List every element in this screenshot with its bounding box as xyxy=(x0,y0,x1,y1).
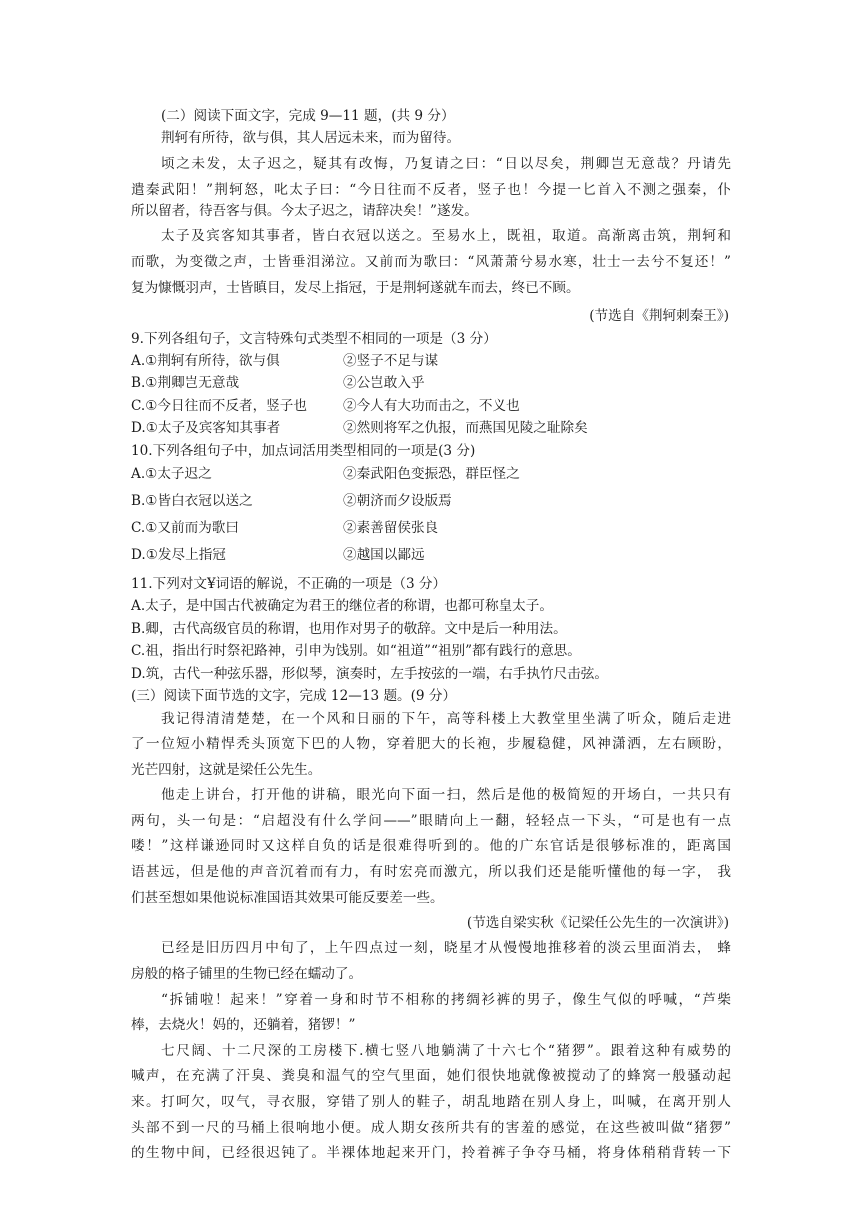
passage-line: 他走上讲台，打开他的讲稿，眼光向下面一扫，然后是他的极简短的开场白，一共只有 xyxy=(161,787,731,803)
passage-line: 太子及宾客知其事者，皆白衣冠以送之。至易水上，既祖，取道。高渐离击筑，荆轲和 xyxy=(161,228,731,244)
question-11-option-a: A.太子，是中国古代被确定为君王的继位者的称谓，也都可称皇太子。 xyxy=(131,598,553,614)
question-11-option-c: C.祖，指出行时祭祀路神，引申为饯别。如“祖道”“祖别”都有践行的意思。 xyxy=(131,643,581,659)
passage-line: 喊声，在充满了汗臭、粪臭和温气的空气里面，她们很快地就像被搅动了的蜂窝一般骚动起 xyxy=(131,1068,731,1084)
passage-line: 已经是旧历四月中旬了，上午四点过一刻，晓星才从慢慢地推移着的淡云里面消去， 蜂 xyxy=(161,940,731,956)
section3-heading: (三）阅读下面节选的文字，完成 12—13 题。(9 分） xyxy=(131,688,457,704)
passage-line: 棒，去烧火！妈的，还躺着，猪锣！” xyxy=(131,1017,356,1033)
passage-line: 们甚至想如果他说标准国语其效果可能反要差一些。 xyxy=(131,890,444,906)
passage-line: 七尺阔、十二尺深的工房楼下.横七竖八地躺满了十六七个“猪猡”。跟着这种有威势的 xyxy=(161,1043,731,1059)
question-9-option-d: D.①太子及宾客知其事者 ②然则将军之仇报，而燕国见陵之耻除矣 xyxy=(131,420,588,436)
passage-line: 了一位短小精悍秃头顶宽下巴的人物，穿着肥大的长袍，步履稳健，风神潇洒，左右顾盼， xyxy=(131,736,731,752)
passage-line: 语甚远，但是他的声音沉着而有力，有时宏亮而激亢，所以我们还是能听懂他的每一字， 我 xyxy=(131,864,731,880)
question-10-option-a: A.①太子迟之 ②秦武阳色变振恐，群臣怪之 xyxy=(131,466,520,482)
question-10-option-c: C.①又前而为歌曰 ②素善留侯张良 xyxy=(131,520,439,536)
section2-heading: (二）阅读下面文字，完成 9—11 题，(共 9 分） xyxy=(161,108,455,124)
passage-line: 复为慷慨羽声，士皆瞋目，发尽上指冠，于是荆轲遂就车而去，终已不顾。 xyxy=(131,280,580,296)
question-11-option-b: B.卿，古代高级官员的称谓，也用作对男子的敬辞。文中是后一种用法。 xyxy=(131,621,567,637)
passage-line: 来。打呵欠，叹气，寻衣服，穿错了别人的鞋子，胡乱地踏在别人身上，叫喊，在离开别人 xyxy=(131,1094,731,1110)
passage-line: 房般的格子铺里的生物已经在蠕动了。 xyxy=(131,966,363,982)
question-9-option-c: C.①今日往而不反者，竖子也 ②今人有大功而击之，不义也 xyxy=(131,398,520,414)
question-9-option-a: A.①荆轲有所待，欲与俱 ②竖子不足与谋 xyxy=(131,353,439,369)
passage-line: 所以留者，待吾客与俱。今太子迟之，请辞决矣！”遂发。 xyxy=(131,203,478,219)
passage-line: 荆轲有所待，欲与俱，其人居远未来，而为留待。 xyxy=(161,130,461,146)
source-citation: (节选自梁实秋《记梁任公先生的一次演讲》) xyxy=(466,915,729,931)
passage-line: 遣秦武阳！”荆轲怒，叱太子曰：“今日往而不反者，竖子也！今提一匕首入不测之强秦，仆 xyxy=(131,182,731,198)
question-10-option-d: D.①发尽上指冠 ②越国以鄙远 xyxy=(131,547,425,563)
passage-line: 顷之未发，太子迟之，疑其有改悔，乃复请之曰：“日以尽矣，荆卿岂无意哉？丹请先 xyxy=(161,156,731,172)
source-citation: (节选自《荆轲刺秦王》) xyxy=(589,308,729,324)
passage-line: 光芒四射，这就是梁任公先生。 xyxy=(131,762,322,778)
passage-line: 喽！”这样谦逊同时又这样自负的话是很难得听到的。他的广东官话是很够标准的，距离国 xyxy=(131,838,731,854)
passage-line: 两句，头一句是：“启超没有什么学问——”眼睛向上一翻，轻轻点一下头，“可是也有一点 xyxy=(131,813,731,829)
question-9-option-b: B.①荆卿岂无意哉 ②公岂敢入乎 xyxy=(131,375,425,391)
question-9-stem: 9.下列各组句子，文言特殊句式类型不相同的一项是（3 分） xyxy=(131,331,497,347)
passage-line: 的生物中间，已经很迟钝了。半裸体地起来开门，拎着裤子争夺马桶，将身体稍稍背转一下 xyxy=(131,1145,731,1161)
passage-line: 头部不到一尺的马桶上很响地小便。成人期女孩所共有的害羞的感觉，在这些被叫做“猪猡” xyxy=(131,1120,731,1136)
question-10-stem: 10.下列各组句子中，加点词活用类型相同的一项是(3 分) xyxy=(131,443,476,459)
question-10-option-b: B.①皆白衣冠以送之 ②朝济而夕设版焉 xyxy=(131,493,452,509)
passage-line: 我记得清清楚楚，在一个风和日丽的下午，高等科楼上大教堂里坐满了听众，随后走进 xyxy=(161,711,731,727)
question-11-option-d: D.筑，古代一种弦乐器，形似琴，演奏时，左手按弦的一端，右手执竹尺击弦。 xyxy=(131,666,608,682)
passage-line: 而歌，为变徵之声，士皆垂泪涕泣。又前而为歌曰：“风萧萧兮易水寒，壮士一去兮不复还！” xyxy=(131,254,731,270)
passage-line: “拆铺啦！起来！”穿着一身和时节不相称的拷绸衫裤的男子，像生气似的呼喊，“芦柴 xyxy=(161,992,731,1008)
question-11-stem: 11.下列对文¥词语的解说，不正确的一项是（3 分） xyxy=(131,576,447,592)
